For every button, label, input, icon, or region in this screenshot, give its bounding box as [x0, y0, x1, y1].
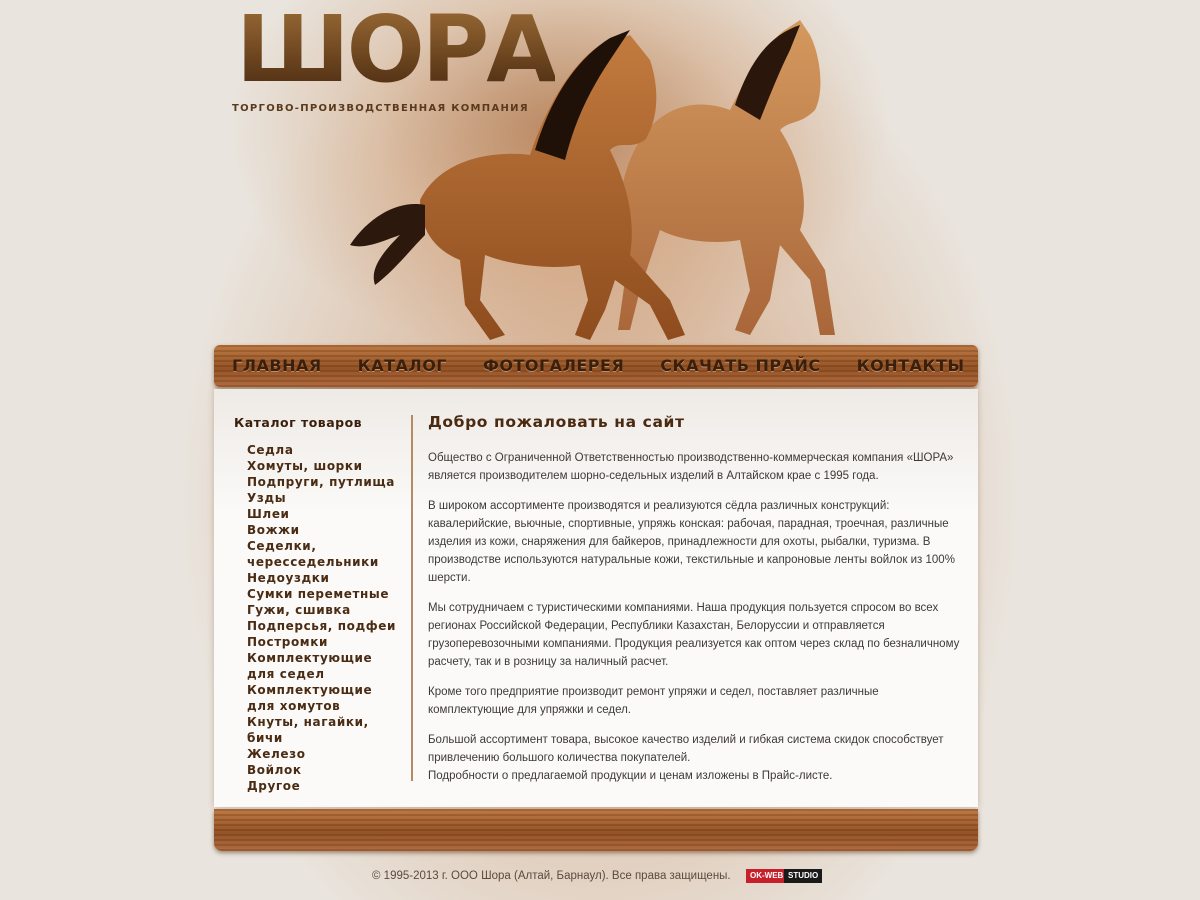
- catalog-item-collar-parts[interactable]: Комплектующие для хомутов: [247, 683, 373, 713]
- catalog-item-tugs[interactable]: Гужи, сшивка: [247, 603, 351, 617]
- catalog-item-traces[interactable]: Постромки: [247, 635, 328, 649]
- developer-badge-right[interactable]: STUDIO: [784, 869, 822, 883]
- catalog-sidebar: [234, 415, 404, 794]
- cooperation-paragraph: Мы сотрудничаем с туристическими компаниями. Наша продукция пользуется спросом во всех регионах Российской Федерации, Республики Казахстан, Белоруссии и отправляется грузоперевозочными компаниями. Продукция реализуется как оптом через склад по безналичному расчету, так и в розницу за наличный расчет.: [428, 602, 960, 668]
- footer-wood-bar: [214, 809, 978, 851]
- catalog-list: [234, 442, 404, 794]
- nav-catalog[interactable]: КАТАЛОГ: [357, 356, 447, 375]
- developer-badge-left[interactable]: OK-WEB: [746, 869, 787, 883]
- catalog-item-whips[interactable]: Кнуты, нагайки, бичи: [247, 715, 369, 745]
- site-logo[interactable]: ШОРА: [236, 0, 555, 103]
- horses-illustration: [330, 0, 860, 345]
- catalog-item-saddle-parts[interactable]: Комплектующие для седел: [247, 651, 373, 681]
- sidebar-title: Каталог товаров: [234, 415, 363, 430]
- copyright-text: © 1995-2013 г. ООО Шора (Алтай, Барнаул). Все права защищены.: [372, 870, 731, 882]
- discount-paragraph: Большой ассортимент товара, высокое качество изделий и гибкая система скидок способствует привлечению большого количества покупателей.: [428, 734, 944, 764]
- catalog-item-bridles[interactable]: Узды: [247, 491, 287, 505]
- catalog-item-hardware[interactable]: Железо: [247, 747, 306, 761]
- repair-paragraph: Кроме того предприятие производит ремонт упряжи и седел, поставляет различные комплектующие для упряжки и седел.: [428, 686, 879, 716]
- column-divider: [411, 415, 413, 781]
- nav-download-price[interactable]: СКАЧАТЬ ПРАЙС: [660, 356, 821, 375]
- catalog-item-breastplates[interactable]: Подперсья, подфеи: [247, 619, 397, 633]
- intro-paragraph: Общество с Ограниченной Ответственностью производственно-коммерческая компания «ШОРА» является производителем шорно-седельных изделий в Алтайском крае с 1995 года.: [428, 452, 954, 482]
- page-title: Добро пожаловать на сайт: [428, 413, 685, 431]
- catalog-item-reins[interactable]: Вожжи: [247, 523, 300, 537]
- content-panel: [214, 389, 978, 807]
- main-content: [428, 413, 960, 785]
- catalog-item-collars[interactable]: Хомуты, шорки: [247, 459, 363, 473]
- catalog-item-girths[interactable]: Подпруги, путлища: [247, 475, 395, 489]
- catalog-item-other[interactable]: Другое: [247, 779, 301, 793]
- catalog-item-halters[interactable]: Недоуздки: [247, 571, 330, 585]
- catalog-item-saddle-bags[interactable]: Сумки переметные: [247, 587, 390, 601]
- logo-subtitle: ТОРГОВО-ПРОИЗВОДСТВЕННАЯ КОМПАНИЯ: [232, 103, 529, 114]
- catalog-item-saddle-pads[interactable]: Седелки, чересседельники: [247, 539, 379, 569]
- catalog-item-harness-straps[interactable]: Шлеи: [247, 507, 290, 521]
- catalog-item-saddles[interactable]: Седла: [247, 443, 294, 457]
- catalog-item-felt[interactable]: Войлок: [247, 763, 302, 777]
- nav-contacts[interactable]: КОНТАКТЫ: [856, 356, 965, 375]
- assortment-paragraph: В широком ассортименте производятся и реализуются сёдла различных конструкций: кавалерийские, вьючные, спортивные, упряжь конская: рабочая, парадная, троечная, различные изделия из кожи, снаряжения для байкеров, принадлежности для охоты, рыбалки, туризма. В производстве используются натуральные кожи, текстильные и капроновые ленты войлок из 100% шерсти.: [428, 500, 955, 584]
- nav-photo-gallery[interactable]: ФОТОГАЛЕРЕЯ: [483, 356, 625, 375]
- nav-home[interactable]: ГЛАВНАЯ: [232, 356, 322, 375]
- price-list-paragraph: Подробности о предлагаемой продукции и ценам изложены в Прайс-листе.: [428, 770, 833, 782]
- main-navigation: [214, 345, 978, 387]
